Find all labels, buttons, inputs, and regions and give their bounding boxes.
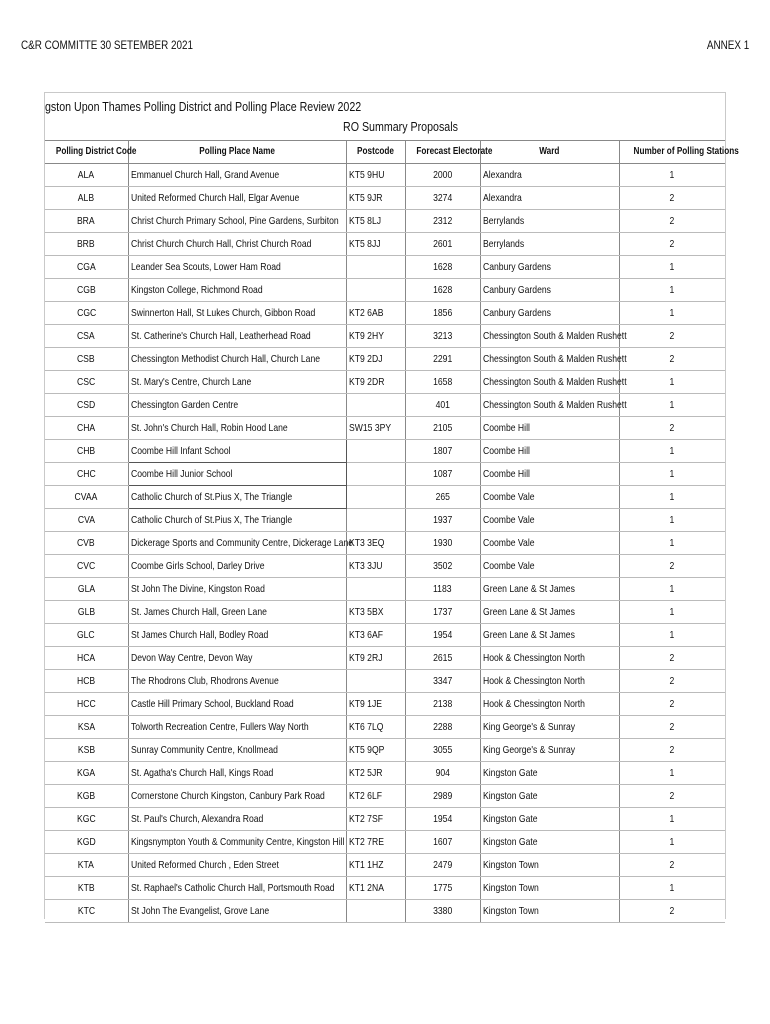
electorate-cell: 3380 — [405, 900, 480, 923]
ward-cell: Green Lane & St James — [480, 601, 619, 624]
postcode-cell: KT3 3JU — [346, 555, 405, 578]
postcode-cell: SW15 3PY — [346, 417, 405, 440]
stations-cell: 1 — [619, 601, 725, 624]
district-code-cell: CVAA — [45, 486, 128, 509]
electorate-cell: 2000 — [405, 164, 480, 187]
table-row — [45, 440, 725, 463]
ward-cell: King George's & Sunray — [480, 716, 619, 739]
electorate-cell: 2601 — [405, 233, 480, 256]
stations-cell: 2 — [619, 233, 725, 256]
table-row — [45, 693, 725, 716]
electorate-cell: 1930 — [405, 532, 480, 555]
sheet-title: gston Upon Thames Polling District and Polling Place Review 2022 — [45, 99, 362, 114]
electorate-cell: 1954 — [405, 808, 480, 831]
column-header-electorate: Forecast Electorate — [405, 141, 480, 164]
polling-place-cell: Coombe Hill Infant School — [128, 440, 346, 463]
stations-cell: 2 — [619, 716, 725, 739]
ward-cell: Hook & Chessington North — [480, 647, 619, 670]
postcode-cell: KT2 6AB — [346, 302, 405, 325]
electorate-cell: 2989 — [405, 785, 480, 808]
district-code-cell: GLA — [45, 578, 128, 601]
electorate-cell: 1658 — [405, 371, 480, 394]
polling-place-cell: St. Agatha's Church Hall, Kings Road — [128, 762, 346, 785]
postcode-cell: KT9 2HY — [346, 325, 405, 348]
district-code-cell: KGD — [45, 831, 128, 854]
stations-cell: 1 — [619, 394, 725, 417]
district-code-cell: CGA — [45, 256, 128, 279]
column-header-ward: Ward — [480, 141, 619, 164]
postcode-cell: KT2 6LF — [346, 785, 405, 808]
polling-place-cell: St. Catherine's Church Hall, Leatherhead Road — [128, 325, 346, 348]
polling-table — [45, 140, 739, 923]
electorate-cell: 1607 — [405, 831, 480, 854]
postcode-cell: KT5 8LJ — [346, 210, 405, 233]
stations-cell: 1 — [619, 256, 725, 279]
electorate-cell: 904 — [405, 762, 480, 785]
district-code-cell: GLB — [45, 601, 128, 624]
district-code-cell: CHB — [45, 440, 128, 463]
district-code-cell: CVA — [45, 509, 128, 532]
table-row — [45, 716, 725, 739]
ward-cell: Chessington South & Malden Rushett — [480, 348, 619, 371]
electorate-cell: 2105 — [405, 417, 480, 440]
district-code-cell: CSD — [45, 394, 128, 417]
polling-place-cell: Castle Hill Primary School, Buckland Road — [128, 693, 346, 716]
column-header-stations: Number of Polling Stations — [619, 141, 725, 164]
electorate-cell: 2138 — [405, 693, 480, 716]
electorate-cell: 1087 — [405, 463, 480, 486]
table-row — [45, 164, 725, 187]
postcode-cell — [346, 394, 405, 417]
postcode-cell: KT5 9HU — [346, 164, 405, 187]
polling-place-cell: St. James Church Hall, Green Lane — [128, 601, 346, 624]
district-code-cell: BRA — [45, 210, 128, 233]
column-header-place: Polling Place Name — [128, 141, 346, 164]
district-code-cell: HCC — [45, 693, 128, 716]
stations-cell: 1 — [619, 371, 725, 394]
electorate-cell: 2291 — [405, 348, 480, 371]
stations-cell: 2 — [619, 670, 725, 693]
table-row — [45, 624, 725, 647]
stations-cell: 1 — [619, 877, 725, 900]
postcode-cell — [346, 256, 405, 279]
table-row — [45, 854, 725, 877]
spreadsheet-area — [44, 92, 739, 919]
electorate-cell: 1856 — [405, 302, 480, 325]
ward-cell: Chessington South & Malden Rushett — [480, 325, 619, 348]
polling-place-cell: St John The Evangelist, Grove Lane — [128, 900, 346, 923]
polling-place-cell: Leander Sea Scouts, Lower Ham Road — [128, 256, 346, 279]
postcode-cell: KT5 9JR — [346, 187, 405, 210]
ward-cell: King George's & Sunray — [480, 739, 619, 762]
polling-place-cell: Dickerage Sports and Community Centre, Dickerage Lane — [128, 532, 346, 555]
table-row — [45, 187, 725, 210]
electorate-cell: 3347 — [405, 670, 480, 693]
table-row — [45, 486, 725, 509]
table-row — [45, 302, 725, 325]
polling-place-cell: Christ Church Church Hall, Christ Church Road — [128, 233, 346, 256]
district-code-cell: KSB — [45, 739, 128, 762]
polling-place-cell: St James Church Hall, Bodley Road — [128, 624, 346, 647]
electorate-cell: 1937 — [405, 509, 480, 532]
stations-cell: 1 — [619, 831, 725, 854]
district-code-cell: KTB — [45, 877, 128, 900]
table-row — [45, 210, 725, 233]
ward-cell: Coombe Vale — [480, 509, 619, 532]
ward-cell: Chessington South & Malden Rushett — [480, 371, 619, 394]
polling-place-cell: Cornerstone Church Kingston, Canbury Park Road — [128, 785, 346, 808]
postcode-cell — [346, 900, 405, 923]
stations-cell: 1 — [619, 762, 725, 785]
district-code-cell: KSA — [45, 716, 128, 739]
stations-cell: 1 — [619, 463, 725, 486]
stations-cell: 1 — [619, 279, 725, 302]
electorate-cell: 1737 — [405, 601, 480, 624]
district-code-cell: CGB — [45, 279, 128, 302]
column-header-postcode: Postcode — [346, 141, 405, 164]
ward-cell: Canbury Gardens — [480, 256, 619, 279]
district-code-cell: HCB — [45, 670, 128, 693]
district-code-cell: BRB — [45, 233, 128, 256]
ward-cell: Hook & Chessington North — [480, 670, 619, 693]
postcode-cell: KT9 2DR — [346, 371, 405, 394]
district-code-cell: KGA — [45, 762, 128, 785]
stations-cell: 2 — [619, 348, 725, 371]
polling-place-cell: Coombe Hill Junior School — [128, 463, 346, 486]
stations-cell: 1 — [619, 440, 725, 463]
ward-cell: Green Lane & St James — [480, 578, 619, 601]
stations-cell: 2 — [619, 325, 725, 348]
table-row — [45, 256, 725, 279]
table-row — [45, 233, 725, 256]
polling-place-cell: Kingsnympton Youth & Community Centre, Kingston Hill — [128, 831, 346, 854]
table-row — [45, 831, 725, 854]
electorate-cell: 3502 — [405, 555, 480, 578]
polling-place-cell: St. Raphael's Catholic Church Hall, Portsmouth Road — [128, 877, 346, 900]
electorate-cell: 3055 — [405, 739, 480, 762]
electorate-cell: 1183 — [405, 578, 480, 601]
district-code-cell: KGB — [45, 785, 128, 808]
district-code-cell: CGC — [45, 302, 128, 325]
district-code-cell: CSB — [45, 348, 128, 371]
ward-cell: Coombe Hill — [480, 440, 619, 463]
stations-cell: 1 — [619, 624, 725, 647]
polling-place-cell: Christ Church Primary School, Pine Gardens, Surbiton — [128, 210, 346, 233]
electorate-cell: 3274 — [405, 187, 480, 210]
table-row — [45, 785, 725, 808]
ward-cell: Kingston Gate — [480, 808, 619, 831]
ward-cell: Kingston Gate — [480, 785, 619, 808]
electorate-cell: 2312 — [405, 210, 480, 233]
stations-cell: 2 — [619, 739, 725, 762]
table-row — [45, 670, 725, 693]
electorate-cell: 1954 — [405, 624, 480, 647]
postcode-cell: KT9 1JE — [346, 693, 405, 716]
stations-cell: 2 — [619, 647, 725, 670]
polling-place-cell: United Reformed Church , Eden Street — [128, 854, 346, 877]
district-code-cell: CSA — [45, 325, 128, 348]
polling-place-cell: Catholic Church of St.Pius X, The Triangle — [128, 509, 346, 532]
table-row — [45, 532, 725, 555]
postcode-cell: KT3 3EQ — [346, 532, 405, 555]
ward-cell: Kingston Town — [480, 877, 619, 900]
sheet-subtitle: RO Summary Proposals — [343, 119, 458, 134]
district-code-cell: CVC — [45, 555, 128, 578]
ward-cell: Alexandra — [480, 164, 619, 187]
polling-place-cell: Sunray Community Centre, Knollmead — [128, 739, 346, 762]
ward-cell: Coombe Vale — [480, 486, 619, 509]
postcode-cell: KT1 1HZ — [346, 854, 405, 877]
district-code-cell: KGC — [45, 808, 128, 831]
postcode-cell — [346, 670, 405, 693]
stations-cell: 2 — [619, 854, 725, 877]
postcode-cell — [346, 486, 405, 509]
electorate-cell: 1807 — [405, 440, 480, 463]
electorate-cell: 265 — [405, 486, 480, 509]
ward-cell: Kingston Gate — [480, 762, 619, 785]
polling-place-cell: Tolworth Recreation Centre, Fullers Way North — [128, 716, 346, 739]
stations-cell: 1 — [619, 532, 725, 555]
postcode-cell: KT3 5BX — [346, 601, 405, 624]
ward-cell: Kingston Gate — [480, 831, 619, 854]
district-code-cell: CHA — [45, 417, 128, 440]
polling-place-cell: Swinnerton Hall, St Lukes Church, Gibbon Road — [128, 302, 346, 325]
stations-cell: 1 — [619, 486, 725, 509]
stations-cell: 1 — [619, 509, 725, 532]
district-code-cell: KTC — [45, 900, 128, 923]
polling-place-cell: The Rhodrons Club, Rhodrons Avenue — [128, 670, 346, 693]
table-row — [45, 348, 725, 371]
stations-cell: 1 — [619, 164, 725, 187]
electorate-cell: 3213 — [405, 325, 480, 348]
stations-cell: 2 — [619, 693, 725, 716]
table-row — [45, 739, 725, 762]
ward-cell: Alexandra — [480, 187, 619, 210]
electorate-cell: 2479 — [405, 854, 480, 877]
postcode-cell — [346, 279, 405, 302]
table-row — [45, 808, 725, 831]
table-row — [45, 877, 725, 900]
postcode-cell — [346, 440, 405, 463]
polling-place-cell: St. Paul's Church, Alexandra Road — [128, 808, 346, 831]
polling-place-cell: St John The Divine, Kingston Road — [128, 578, 346, 601]
annex-label: ANNEX 1 — [706, 40, 749, 52]
table-row — [45, 647, 725, 670]
postcode-cell: KT6 7LQ — [346, 716, 405, 739]
stations-cell: 1 — [619, 302, 725, 325]
polling-place-cell: Emmanuel Church Hall, Grand Avenue — [128, 164, 346, 187]
stations-cell: 2 — [619, 785, 725, 808]
polling-place-cell: St. John's Church Hall, Robin Hood Lane — [128, 417, 346, 440]
ward-cell: Coombe Vale — [480, 532, 619, 555]
postcode-cell: KT9 2DJ — [346, 348, 405, 371]
table-row — [45, 394, 725, 417]
electorate-cell: 1628 — [405, 256, 480, 279]
ward-cell: Chessington South & Malden Rushett — [480, 394, 619, 417]
ward-cell: Canbury Gardens — [480, 279, 619, 302]
electorate-cell: 1775 — [405, 877, 480, 900]
postcode-cell: KT5 8JJ — [346, 233, 405, 256]
polling-place-cell: St. Mary's Centre, Church Lane — [128, 371, 346, 394]
column-header-code: Polling District Code — [45, 141, 128, 164]
electorate-cell: 1628 — [405, 279, 480, 302]
polling-place-cell: Devon Way Centre, Devon Way — [128, 647, 346, 670]
table-row — [45, 279, 725, 302]
table-row — [45, 762, 725, 785]
stations-cell: 2 — [619, 210, 725, 233]
electorate-cell: 401 — [405, 394, 480, 417]
postcode-cell: KT3 6AF — [346, 624, 405, 647]
district-code-cell: ALB — [45, 187, 128, 210]
postcode-cell: KT2 7RE — [346, 831, 405, 854]
electorate-cell: 2615 — [405, 647, 480, 670]
table-row — [45, 900, 725, 923]
polling-place-cell: United Reformed Church Hall, Elgar Avenue — [128, 187, 346, 210]
table-row — [45, 417, 725, 440]
table-row — [45, 325, 725, 348]
polling-place-cell: Catholic Church of St.Pius X, The Triangle — [128, 486, 346, 509]
ward-cell: Green Lane & St James — [480, 624, 619, 647]
district-code-cell: ALA — [45, 164, 128, 187]
stations-cell: 2 — [619, 555, 725, 578]
postcode-cell: KT1 2NA — [346, 877, 405, 900]
district-code-cell: KTA — [45, 854, 128, 877]
postcode-cell: KT5 9QP — [346, 739, 405, 762]
ward-cell: Kingston Town — [480, 900, 619, 923]
polling-place-cell: Coombe Girls School, Darley Drive — [128, 555, 346, 578]
district-code-cell: CVB — [45, 532, 128, 555]
polling-place-cell: Chessington Methodist Church Hall, Church Lane — [128, 348, 346, 371]
electorate-cell: 2288 — [405, 716, 480, 739]
postcode-cell — [346, 509, 405, 532]
table-row — [45, 601, 725, 624]
ward-cell: Berrylands — [480, 233, 619, 256]
table-header-row — [45, 141, 725, 164]
table-row — [45, 578, 725, 601]
stations-cell: 2 — [619, 900, 725, 923]
postcode-cell: KT9 2RJ — [346, 647, 405, 670]
postcode-cell: KT2 7SF — [346, 808, 405, 831]
postcode-cell — [346, 578, 405, 601]
stations-cell: 2 — [619, 417, 725, 440]
postcode-cell — [346, 463, 405, 486]
postcode-cell: KT2 5JR — [346, 762, 405, 785]
stations-cell: 1 — [619, 808, 725, 831]
document-header-left: C&R COMMITTE 30 SETEMBER 2021 — [21, 40, 194, 52]
table-row — [45, 509, 725, 532]
ward-cell: Hook & Chessington North — [480, 693, 619, 716]
ward-cell: Coombe Vale — [480, 555, 619, 578]
district-code-cell: CHC — [45, 463, 128, 486]
stations-cell: 1 — [619, 578, 725, 601]
ward-cell: Berrylands — [480, 210, 619, 233]
table-row — [45, 555, 725, 578]
ward-cell: Coombe Hill — [480, 463, 619, 486]
table-row — [45, 371, 725, 394]
ward-cell: Kingston Town — [480, 854, 619, 877]
district-code-cell: GLC — [45, 624, 128, 647]
ward-cell: Coombe Hill — [480, 417, 619, 440]
stations-cell: 2 — [619, 187, 725, 210]
polling-place-cell: Kingston College, Richmond Road — [128, 279, 346, 302]
table-row — [45, 463, 725, 486]
district-code-cell: HCA — [45, 647, 128, 670]
ward-cell: Canbury Gardens — [480, 302, 619, 325]
district-code-cell: CSC — [45, 371, 128, 394]
polling-place-cell: Chessington Garden Centre — [128, 394, 346, 417]
